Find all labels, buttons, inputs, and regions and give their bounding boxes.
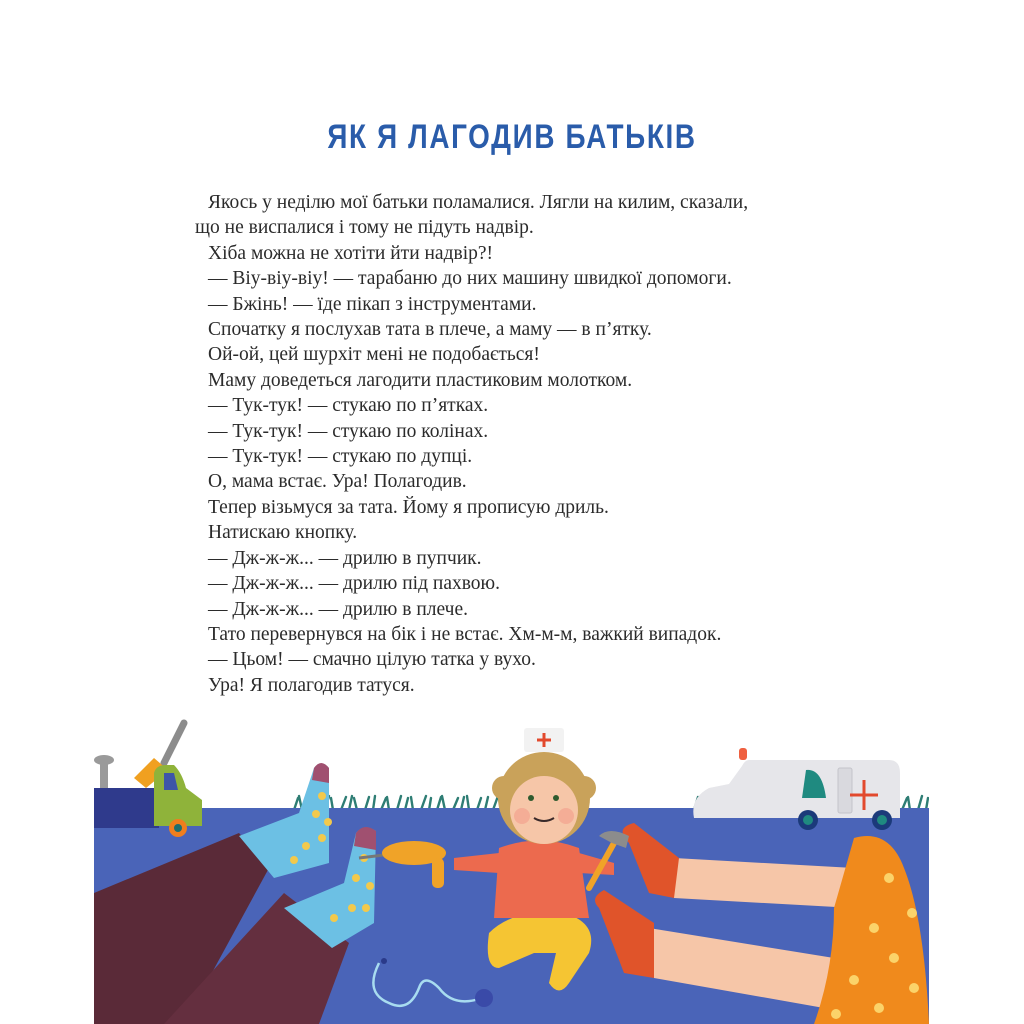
paragraph: — Бжінь! — їде пікап з інструментами.: [208, 293, 537, 315]
paragraph: — Цьом! — смачно цілую татка у вухо.: [208, 649, 536, 671]
paragraph: Тато перевернувся на бік і не встає. Хм-м-м, важкий випадок.: [208, 623, 722, 645]
paragraph: — Дж-ж-ж... — дрилю під пахвою.: [208, 573, 500, 595]
toy-ambulance-icon: [693, 748, 900, 830]
paragraph: Натискаю кнопку.: [208, 522, 358, 544]
toy-truck-icon: [94, 723, 202, 837]
paragraph: — Тук-тук! — стукаю по п’ятках.: [208, 395, 489, 417]
paragraph: — Дж-ж-ж... — дрилю в плече.: [208, 598, 468, 620]
paragraph: Маму доведеться лагодити пластиковим молотком.: [208, 369, 633, 391]
paragraph: — Віу-віу-віу! — тарабаню до них машину швидкої допомоги.: [208, 268, 732, 290]
paragraph: — Дж-ж-ж... — дрилю в пупчик.: [208, 547, 482, 569]
paragraph: Якось у неділю мої батьки поламалися. Лягли на килим, сказали,: [208, 192, 749, 213]
paragraph: Ой-ой, цей шурхіт мені не подобається!: [208, 344, 540, 366]
paragraph: — Тук-тук! — стукаю по колінах.: [208, 420, 489, 442]
paragraph: Хіба можна не хотіти йти надвір?!: [208, 242, 494, 264]
paragraph: Тепер візьмуся за тата. Йому я прописую дриль.: [208, 496, 609, 518]
paragraph: що не виспалися і тому не підуть надвір.: [195, 217, 534, 239]
paragraph: Спочатку я послухав тата в плече, а маму — в п’ятку.: [208, 319, 652, 341]
paragraph: Ура! Я полагодив татуся.: [208, 674, 415, 696]
paragraph: — Тук-тук! — стукаю по дупці.: [208, 446, 473, 468]
story-text: [195, 190, 845, 698]
story-title: ЯК Я ЛАГОДИВ БАТЬКІВ: [327, 118, 697, 156]
paragraph: О, мама встає. Ура! Полагодив.: [208, 471, 467, 493]
story-illustration: [94, 718, 929, 1024]
